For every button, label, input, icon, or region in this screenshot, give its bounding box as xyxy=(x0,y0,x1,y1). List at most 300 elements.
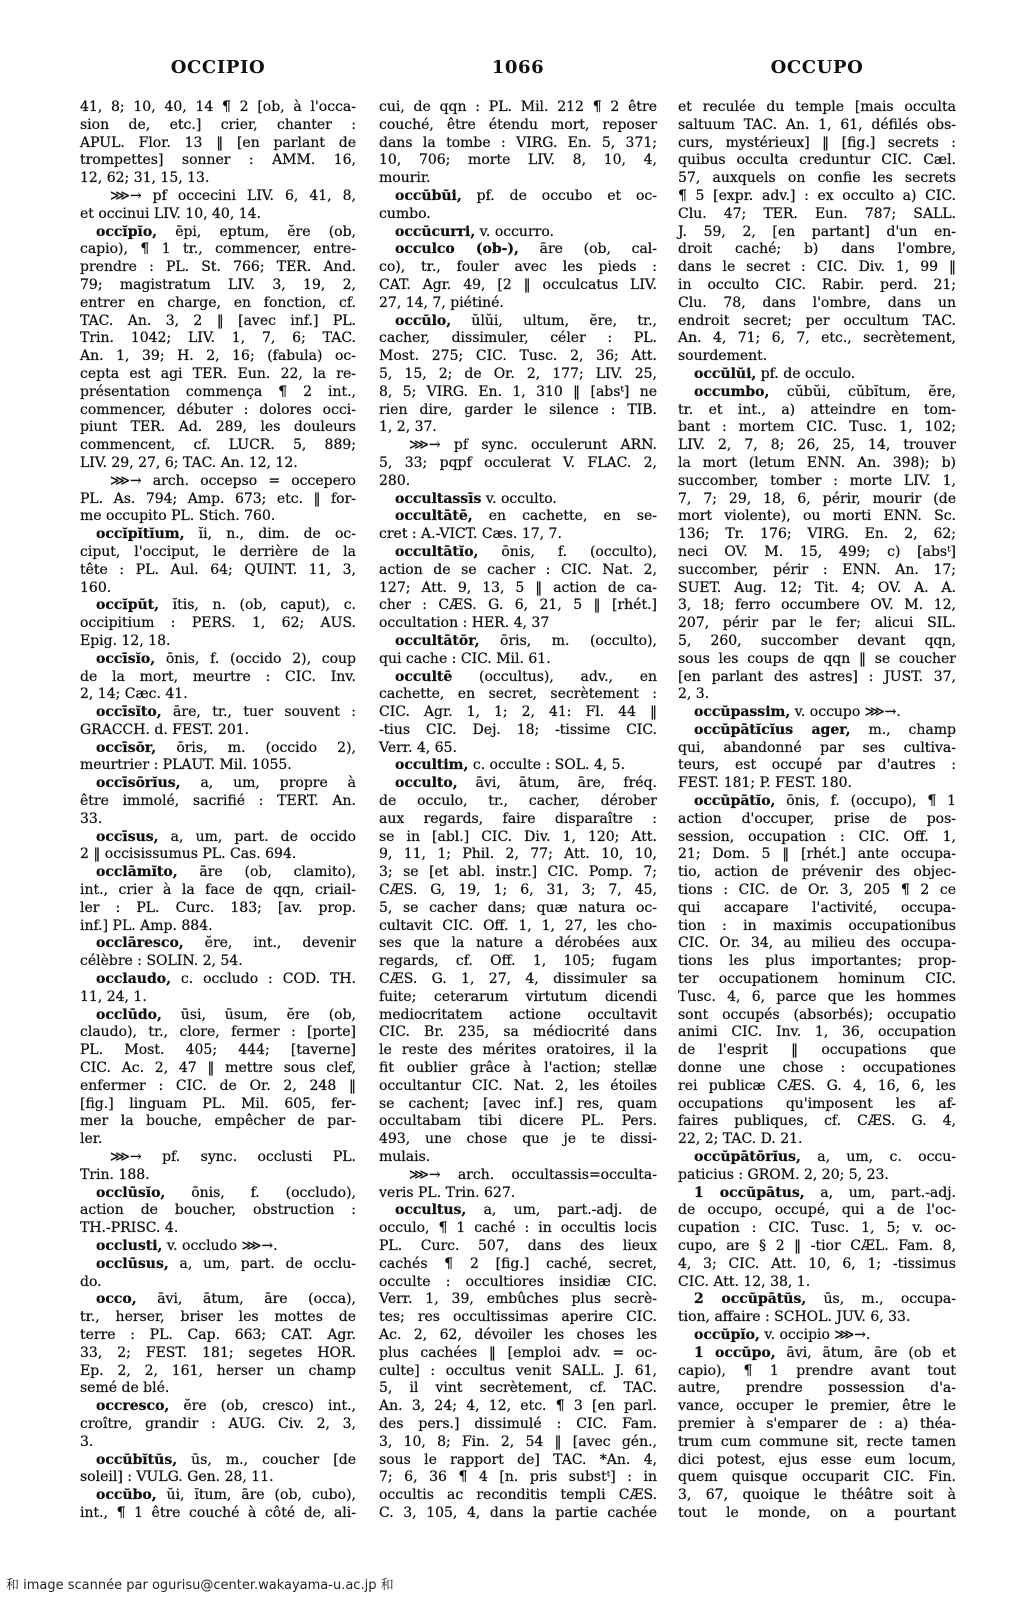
text-line xyxy=(379,313,657,331)
text-line xyxy=(379,1327,657,1345)
text-line xyxy=(379,419,657,437)
text-line xyxy=(80,1042,356,1060)
text-line xyxy=(678,1363,956,1381)
text-line xyxy=(80,918,356,936)
line-text: qui accapare l'activité, occupa- xyxy=(678,899,956,916)
text-line xyxy=(379,152,657,170)
line-text: regards, cf. Off. 1, 105; fugam xyxy=(379,953,657,970)
line-text: v. occulto. xyxy=(485,490,557,507)
line-text: action de boucher, obstruction : xyxy=(80,1202,356,1219)
text-line xyxy=(678,1291,956,1309)
text-column-3 xyxy=(678,99,956,1523)
line-text: vance, occuper le premier, être le xyxy=(678,1398,956,1415)
line-text: action d'occuper, prise de pos- xyxy=(678,810,956,827)
text-line xyxy=(80,1113,356,1131)
line-text: 33. xyxy=(80,810,103,827)
text-line xyxy=(379,1434,657,1452)
line-text: Trin. 188. xyxy=(80,1166,150,1183)
line-text: 79; magistratum LIV. 3, 19, 2, xyxy=(80,276,356,293)
text-line xyxy=(80,1167,356,1185)
line-text: 2, 14; Cæc. 41. xyxy=(80,686,188,703)
line-text: TAC. An. 3, 2 ‖ [avec inf.] PL. xyxy=(80,312,356,329)
line-text: int., crier à la face de qqn, criail- xyxy=(80,882,356,899)
text-line xyxy=(80,295,356,313)
text-line xyxy=(80,135,356,153)
headword: occŭpātōrĭus, xyxy=(694,1149,801,1166)
line-text: āvi, ātum, āre (occa), xyxy=(157,1291,357,1308)
text-line xyxy=(80,1416,356,1434)
dictionary-entry xyxy=(80,526,356,597)
text-line xyxy=(80,473,356,491)
line-text: J. 59, 2, [en partant] d'un en- xyxy=(678,223,956,240)
text-line xyxy=(80,1327,356,1345)
headword: occultim, xyxy=(395,757,469,774)
line-text: tête : PL. Aul. 64; QUINT. 11, 3, xyxy=(80,561,356,578)
dictionary-entry xyxy=(379,313,657,438)
text-line xyxy=(379,597,657,615)
dictionary-entry xyxy=(678,384,956,704)
text-line xyxy=(80,277,356,295)
text-line xyxy=(80,366,356,384)
line-text: bant : mortem CIC. Tusc. 1, 102; xyxy=(678,419,956,436)
dictionary-entry xyxy=(80,597,356,650)
line-text: occultis ac reconditis templi CÆS. xyxy=(379,1487,657,1504)
line-text: a, um, part. de occlu- xyxy=(179,1255,357,1272)
entry-continuation xyxy=(678,99,956,366)
line-text: commencent, cf. LUCR. 5, 889; xyxy=(80,437,356,454)
dictionary-entry xyxy=(379,241,657,312)
line-text: tr., herser, briser les mottes de xyxy=(80,1309,356,1326)
line-text: commencer, débuter : dolores occi- xyxy=(80,401,356,418)
headword: occŭpātĭo, xyxy=(694,793,776,810)
text-line xyxy=(678,241,956,259)
text-line xyxy=(678,1131,956,1149)
text-line xyxy=(678,1096,956,1114)
line-text: āre, tr., tuer souvent : xyxy=(173,704,357,721)
line-text: et occinui LIV. 10, 40, 14. xyxy=(80,205,261,222)
text-line xyxy=(379,259,657,277)
line-text: couché, être étendu mort, reposer xyxy=(379,116,657,133)
text-line xyxy=(80,562,356,580)
text-line xyxy=(379,864,657,882)
text-line xyxy=(678,793,956,811)
entry-note xyxy=(80,473,356,526)
text-line xyxy=(379,918,657,936)
headword: occŭbŭi, xyxy=(395,187,462,204)
text-line xyxy=(678,170,956,188)
text-line xyxy=(80,1007,356,1025)
dictionary-entry xyxy=(678,704,956,722)
text-line xyxy=(80,1256,356,1274)
line-text: 33, 2; FEST. 181; segetes HOR. xyxy=(80,1344,356,1361)
text-line xyxy=(379,1024,657,1042)
headword: occīsōrĭus, xyxy=(96,775,181,792)
dictionary-entry xyxy=(379,757,657,775)
text-line xyxy=(379,437,657,455)
dictionary-entry xyxy=(80,971,356,1007)
text-line xyxy=(678,722,956,740)
line-text: Verr. 4, 65. xyxy=(379,739,457,756)
text-line xyxy=(678,508,956,526)
text-line xyxy=(678,99,956,117)
headword: occumbo, xyxy=(694,383,770,400)
text-line xyxy=(379,224,657,242)
text-line xyxy=(678,633,956,651)
line-text: rien dire, garder le silence : TIB. xyxy=(379,401,657,418)
line-text: C. 3, 105, 4, dans la partie cachée xyxy=(379,1504,657,1521)
text-line xyxy=(80,971,356,989)
line-text: ūs, m., coucher [de xyxy=(191,1451,357,1468)
line-text: capio), ¶ 1 prendre avant tout xyxy=(678,1362,956,1379)
line-text: ¶ 5 [expr. adv.] : ex occulto a) CIC. xyxy=(678,187,956,204)
text-line xyxy=(379,775,657,793)
text-line xyxy=(379,544,657,562)
line-text: 10, 706; morte LIV. 8, 10, 4, xyxy=(379,152,657,169)
text-line xyxy=(678,1113,956,1131)
line-text: culte] : occultus venit SALL. J. 61, xyxy=(379,1362,657,1379)
line-text: CIC. Agr. 1, 1; 2, 41: Fl. 44 ‖ xyxy=(379,704,657,721)
text-line xyxy=(80,775,356,793)
text-line xyxy=(379,330,657,348)
line-text: 5, 33; pqpf occulerat V. FLAC. 2, xyxy=(379,454,657,471)
text-line xyxy=(379,1363,657,1381)
line-text: mourir. xyxy=(379,170,431,187)
line-text: CIC. Br. 235, sa médiocrité dans xyxy=(379,1024,657,1041)
line-text: entrer en charge, en fonction, cf. xyxy=(80,294,356,311)
text-line xyxy=(80,686,356,704)
line-text: animi CIC. Inv. 1, 36, occupation xyxy=(678,1024,956,1041)
line-text: āvi, ātum, āre, fréq. xyxy=(475,775,657,792)
line-text: ŭlŭi, ultum, ĕre, tr., xyxy=(471,312,658,329)
text-line xyxy=(80,669,356,687)
line-text: 11, 24, 1. xyxy=(80,988,147,1005)
line-text: endroit secret; per occultum TAC. xyxy=(678,312,956,329)
page-number: 1066 xyxy=(491,57,545,78)
line-text: a, um, part.-adj. xyxy=(820,1184,956,1201)
text-line xyxy=(379,1202,657,1220)
line-text: ĕre, int., devenir xyxy=(204,935,356,952)
text-line xyxy=(678,455,956,473)
line-text: fuite; ceterarum virtutum dicendi xyxy=(379,988,657,1005)
text-line xyxy=(379,1149,657,1167)
line-text: ōnis, f. (occupo), ¶ 1 xyxy=(786,793,957,810)
line-text: c. occludo : COD. TH. xyxy=(180,971,356,988)
line-text: 5, 15, 2; de Or. 2, 177; LIV. 25, xyxy=(379,365,657,382)
text-line xyxy=(379,170,657,188)
text-line xyxy=(80,526,356,544)
line-text: a, um, propre à xyxy=(200,775,357,792)
text-line xyxy=(80,206,356,224)
text-line xyxy=(678,1452,956,1470)
line-text: des pers.] dissimulé : CIC. Fam. xyxy=(379,1415,657,1432)
text-line xyxy=(379,1309,657,1327)
line-text: ciput, l'occiput, le derrière de la xyxy=(80,543,356,560)
line-text: in occulto CIC. Rabir. perd. 21; xyxy=(678,276,956,293)
text-line xyxy=(80,1309,356,1327)
text-line xyxy=(678,882,956,900)
line-text: droit caché; b) dans l'ombre, xyxy=(678,241,956,258)
text-line xyxy=(379,206,657,224)
text-line xyxy=(379,811,657,829)
text-line xyxy=(678,1238,956,1256)
text-line xyxy=(678,152,956,170)
dictionary-entry xyxy=(80,935,356,971)
text-line xyxy=(80,384,356,402)
line-text: āre (ob, clamito), xyxy=(199,864,356,881)
line-text: do. xyxy=(80,1273,102,1290)
text-line xyxy=(678,402,956,420)
text-line xyxy=(678,384,956,402)
line-text: terre : PL. Cap. 663; CAT. Agr. xyxy=(80,1326,356,1343)
text-line xyxy=(80,989,356,1007)
text-line xyxy=(678,775,956,793)
text-line xyxy=(80,1202,356,1220)
text-line xyxy=(379,1096,657,1114)
text-line xyxy=(678,829,956,847)
line-text: APUL. Flor. 13 ‖ [en parlant de xyxy=(80,134,356,151)
running-head-left: OCCIPIO xyxy=(170,57,266,78)
line-text: ōnis, f. (occulto), xyxy=(501,543,657,560)
entry-note xyxy=(80,188,356,224)
line-text: quem quisque occuparit CIC. Fin. xyxy=(678,1469,956,1486)
line-text: cepta est agi TER. Eun. 22, la re- xyxy=(80,365,356,382)
line-text: cŭbŭi, cŭbĭtum, ĕre, xyxy=(786,383,957,400)
line-text: mediocritatem actione occultavit xyxy=(379,1006,657,1023)
scan-credit: 和 image scannée par ogurisu@center.wakayama-u.ac.jp 和 xyxy=(6,1578,394,1593)
line-text: cachette, en secret, secrètement : xyxy=(379,686,657,703)
text-line xyxy=(379,277,657,295)
text-line xyxy=(379,1380,657,1398)
text-column-1 xyxy=(80,99,356,1523)
text-column-2 xyxy=(379,99,657,1523)
line-text: soleil] : VULG. Gen. 28, 11. xyxy=(80,1469,274,1486)
text-line xyxy=(80,1220,356,1238)
text-line xyxy=(678,259,956,277)
line-text: succomber, tomber : morte LIV. 1, xyxy=(678,472,956,489)
line-text: meurtrier : PLAUT. Mil. 1055. xyxy=(80,757,292,774)
text-line xyxy=(678,295,956,313)
text-line xyxy=(379,953,657,971)
text-line xyxy=(678,669,956,687)
dictionary-entry xyxy=(379,544,657,633)
line-text: ōnis, f. (occido 2), coup xyxy=(165,650,357,667)
text-line xyxy=(379,651,657,669)
line-text: FEST. 181; P. FEST. 180. xyxy=(678,775,852,792)
headword: occīsŏr, xyxy=(96,739,157,756)
dictionary-entry xyxy=(80,651,356,704)
text-line xyxy=(379,1345,657,1363)
line-text: ⋙→ arch. occepso = occepero xyxy=(110,472,356,489)
line-text: Epig. 12, 18. xyxy=(80,632,171,649)
line-text: CIC. Or. 34, au milieu des occupa- xyxy=(678,935,956,952)
line-text: cacher, dissimuler, céler : PL. xyxy=(379,330,657,347)
line-text: GRACCH. d. FEST. 201. xyxy=(80,721,250,738)
headword: occlusti, xyxy=(96,1238,163,1254)
headword: 2 occŭpātŭs, xyxy=(694,1291,807,1308)
text-line xyxy=(379,580,657,598)
text-line xyxy=(80,1398,356,1416)
line-text: PL. As. 794; Amp. 673; etc. ‖ for- xyxy=(80,490,356,507)
dictionary-entry xyxy=(379,1202,657,1522)
line-text: 280. xyxy=(379,472,411,489)
dictionary-entry xyxy=(379,633,657,669)
line-text: 12, 62; 31, 15, 13. xyxy=(80,170,210,187)
line-text: [fig.] linguam PL. Mil. 605, fer- xyxy=(80,1095,356,1112)
line-text: occultation : HER. 4, 37 xyxy=(379,615,550,632)
line-text: 22, 2; TAC. D. 21. xyxy=(678,1131,803,1148)
text-line xyxy=(678,1007,956,1025)
line-text: Most. 275; CIC. Tusc. 2, 36; Att. xyxy=(379,348,657,365)
text-line xyxy=(80,1291,356,1309)
line-text: 5, 260, succomber devant qqn, xyxy=(678,632,956,649)
headword: occo, xyxy=(96,1291,137,1308)
headword: occŭlo, xyxy=(395,312,452,329)
line-text: ēpi, eptum, ĕre (ob, xyxy=(175,223,356,240)
text-line xyxy=(678,135,956,153)
line-text: de occupo, occupé, qui a de l'oc- xyxy=(678,1202,956,1219)
line-text: session, occupation : CIC. Off. 1, xyxy=(678,828,956,845)
text-line xyxy=(379,1113,657,1131)
dictionary-entry xyxy=(379,188,657,224)
text-line xyxy=(379,989,657,1007)
line-text: tion, affaire : SCHOL. JUV. 6, 33. xyxy=(678,1309,911,1326)
text-line xyxy=(678,117,956,135)
text-line xyxy=(678,562,956,580)
text-line xyxy=(80,882,356,900)
text-line xyxy=(379,1042,657,1060)
text-line xyxy=(80,1434,356,1452)
text-line xyxy=(678,1380,956,1398)
text-line xyxy=(678,1078,956,1096)
line-text: cupo, are § 2 ‖ -tior CÆL. Fam. 8, xyxy=(678,1238,956,1254)
text-line xyxy=(678,1469,956,1487)
line-text: ses que la nature a dérobées aux xyxy=(379,935,657,952)
line-text: sont occupés (absorbés); occupatio xyxy=(678,1006,956,1023)
text-line xyxy=(80,1363,356,1381)
headword: occŭbo, xyxy=(96,1487,157,1504)
line-text: 160. xyxy=(80,579,112,596)
headword: occŭbĭtŭs, xyxy=(96,1451,178,1468)
text-line xyxy=(80,1096,356,1114)
dictionary-entry xyxy=(678,1345,956,1523)
text-line xyxy=(80,1469,356,1487)
text-line xyxy=(379,1167,657,1185)
text-line xyxy=(379,846,657,864)
line-text: se in [abl.] CIC. Div. 1, 120; Att. xyxy=(379,828,657,845)
line-text: capio), ¶ 1 tr., commencer, entre- xyxy=(80,241,356,258)
line-text: CAT. Agr. 49, [2 ‖ occulcatus LIV. xyxy=(379,276,657,293)
text-line xyxy=(80,170,356,188)
line-text: de l'esprit ‖ occupations que xyxy=(678,1042,956,1059)
text-line xyxy=(379,793,657,811)
headword: occlūsĭo, xyxy=(96,1184,166,1201)
dictionary-entry xyxy=(80,1291,356,1398)
line-text: 27, 14, 7, piétiné. xyxy=(379,294,504,311)
text-line xyxy=(678,224,956,242)
line-text: LIV. 29, 27, 6; TAC. An. 12, 12. xyxy=(80,454,298,471)
entry-note xyxy=(379,1167,657,1203)
line-text: a, um, part. de occido xyxy=(170,828,356,845)
text-line xyxy=(80,313,356,331)
line-text: tout le monde, on a pourtant xyxy=(678,1504,956,1521)
line-text: m., champ xyxy=(868,721,956,738)
line-text: dans la tombe : VIRG. En. 5, 371; xyxy=(379,134,657,151)
text-line xyxy=(379,1060,657,1078)
line-text: être immolé, sacrifié : TERT. An. xyxy=(80,793,356,810)
line-text: TH.-PRISC. 4. xyxy=(80,1220,179,1237)
text-line xyxy=(80,259,356,277)
headword: occŭcurri, xyxy=(395,223,476,240)
text-line xyxy=(80,953,356,971)
text-line xyxy=(80,900,356,918)
text-line xyxy=(379,935,657,953)
line-text: 8, 5; VIRG. En. 1, 310 ‖ [absᵗ] ne xyxy=(379,383,657,400)
line-text: ūsi, ūsum, ĕre (ob, xyxy=(180,1006,356,1023)
headword: occīsĭto, xyxy=(96,704,162,721)
dictionary-entry xyxy=(80,1487,356,1523)
text-line xyxy=(80,419,356,437)
text-line xyxy=(379,1131,657,1149)
text-line xyxy=(80,935,356,953)
line-text: ĭi, n., dim. de oc- xyxy=(198,526,357,543)
text-line xyxy=(379,1487,657,1505)
text-line xyxy=(80,1149,356,1167)
line-text: le reste des mérites oratoires, il la xyxy=(379,1042,657,1059)
headword: occulto, xyxy=(395,775,458,792)
headword: occultātĭo, xyxy=(395,543,479,560)
dictionary-entry xyxy=(379,775,657,1167)
headword: occlūdo, xyxy=(96,1006,162,1023)
headword: occīsus, xyxy=(96,828,159,845)
text-line xyxy=(379,1416,657,1434)
line-text: veris PL. Trin. 627. xyxy=(379,1184,516,1201)
line-text: An. 1, 39; H. 2, 16; (fabula) oc- xyxy=(80,348,356,365)
dictionary-entry xyxy=(80,829,356,865)
dictionary-entry xyxy=(80,775,356,828)
line-text: SUET. Aug. 12; Tit. 4; OV. A. A. xyxy=(678,579,956,596)
line-text: 3. xyxy=(80,1433,94,1450)
line-text: [en parlant des astres] : JUST. 37, xyxy=(678,668,956,685)
line-text: mulais. xyxy=(379,1149,431,1166)
text-line xyxy=(379,1505,657,1523)
line-text: occultantur CIC. Nat. 2, les étoiles xyxy=(379,1077,657,1094)
line-text: ōnis, f. (occludo), xyxy=(191,1184,357,1201)
text-line xyxy=(379,633,657,651)
text-line xyxy=(678,1167,956,1185)
line-text: occultabam tibi dicere PL. Pers. xyxy=(379,1113,657,1130)
line-text: An. 4, 71; 6, 7, etc., secrètement, xyxy=(678,330,956,347)
line-text: v. occipio ⋙→. xyxy=(764,1326,871,1343)
line-text: tion : in maximis occupationibus xyxy=(678,917,956,934)
text-line xyxy=(80,615,356,633)
text-line xyxy=(678,1309,956,1327)
dictionary-entry xyxy=(678,722,956,793)
headword: occulco (ob-), xyxy=(395,241,519,258)
text-line xyxy=(678,615,956,633)
line-text: a, um, part.-adj. de xyxy=(483,1202,658,1219)
text-line xyxy=(80,1060,356,1078)
line-text: 9, 11, 1; Phil. 2, 77; Att. 10, 10, xyxy=(379,846,657,863)
headword: occŭpĭo, xyxy=(694,1326,760,1343)
text-line xyxy=(80,1274,356,1292)
line-text: enfermer : CIC. de Or. 2, 248 ‖ xyxy=(80,1077,356,1094)
line-text: āre (ob, cal- xyxy=(539,241,657,258)
text-line xyxy=(678,811,956,829)
text-line xyxy=(678,953,956,971)
headword: occĭpŭt, xyxy=(96,597,160,614)
text-line xyxy=(379,473,657,491)
line-text: sous le rapport de] TAC. *An. 4, xyxy=(379,1451,657,1468)
